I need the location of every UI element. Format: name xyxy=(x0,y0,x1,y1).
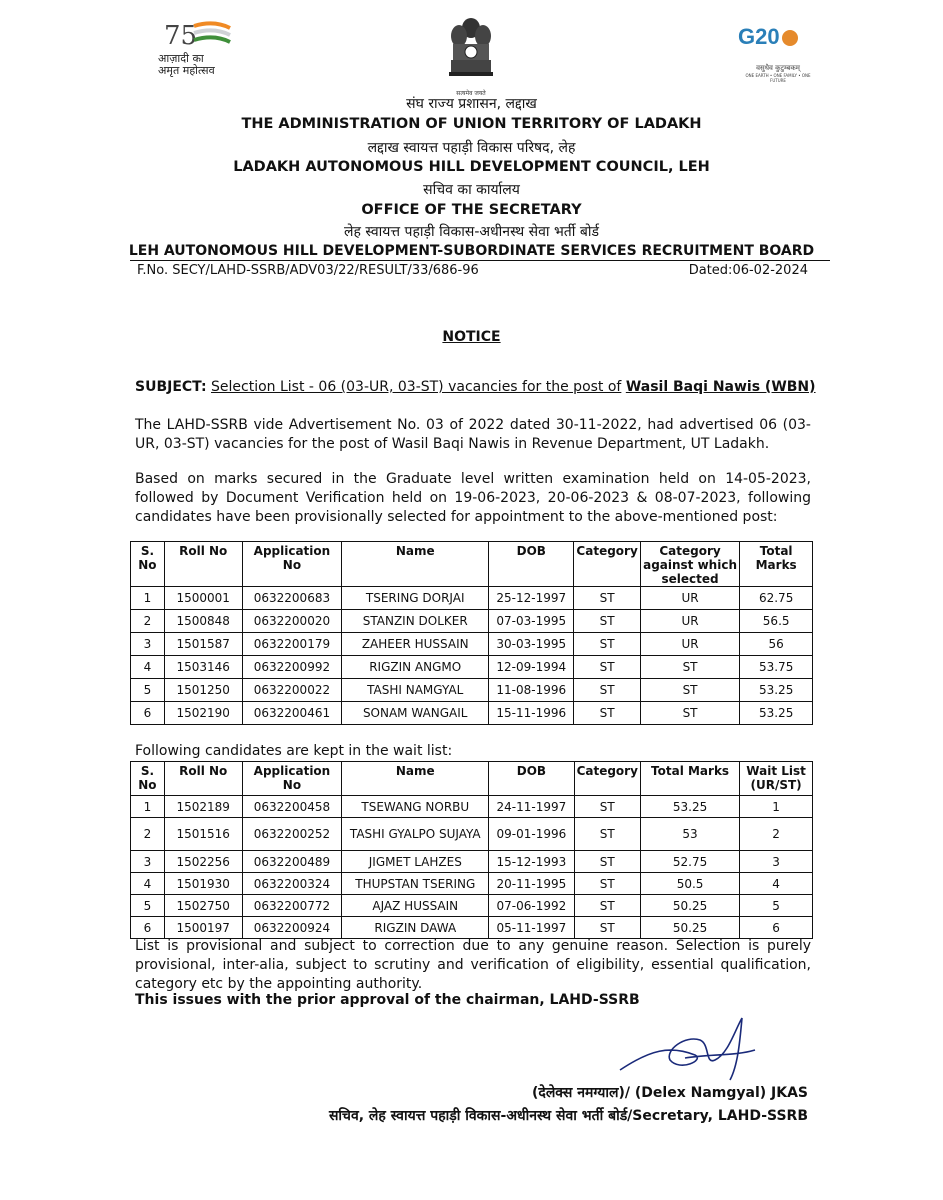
header-cell: Application No xyxy=(242,762,342,796)
table-cell: 0632200772 xyxy=(242,895,342,917)
subject-post: Wasil Baqi Nawis (WBN) xyxy=(625,379,816,395)
table-cell: ST xyxy=(574,587,640,610)
table-cell: 50.25 xyxy=(640,917,739,939)
table-cell: 0632200020 xyxy=(242,610,342,633)
table-cell: 12-09-1994 xyxy=(489,656,574,679)
table-cell: 24-11-1997 xyxy=(489,796,574,818)
table-cell: 3 xyxy=(740,851,813,873)
table-cell: 07-03-1995 xyxy=(489,610,574,633)
table-cell: ZAHEER HUSSAIN xyxy=(342,633,489,656)
header-cell: Name xyxy=(342,762,489,796)
table-cell: 0632200252 xyxy=(242,818,342,851)
header-cell: Category against which selected xyxy=(640,542,740,587)
table-row xyxy=(131,851,813,873)
emblem-motto: सत्यमेव जयते xyxy=(456,90,486,97)
table-cell: 1502256 xyxy=(164,851,242,873)
table-cell: 53.25 xyxy=(740,679,813,702)
table-cell: 1501516 xyxy=(164,818,242,851)
table-cell: 53 xyxy=(640,818,739,851)
table-cell: 2 xyxy=(131,610,165,633)
table-cell: 53.25 xyxy=(640,796,739,818)
header-cell: Total Marks xyxy=(640,762,739,796)
table-cell: 15-12-1993 xyxy=(489,851,574,873)
table-cell: 0632200179 xyxy=(242,633,342,656)
header-cell: Category xyxy=(574,542,640,587)
table-cell: 6 xyxy=(131,917,165,939)
table-cell: ST xyxy=(574,610,640,633)
table-header-row xyxy=(131,762,813,796)
header-cell: Name xyxy=(342,542,489,587)
header-cell: S. No xyxy=(131,542,165,587)
g20-lotus-globe-icon xyxy=(782,30,798,46)
table-cell: STANZIN DOLKER xyxy=(342,610,489,633)
table-cell: 56 xyxy=(740,633,813,656)
wait-list-intro: Following candidates are kept in the wait list: xyxy=(135,743,453,759)
table-cell: 1501930 xyxy=(164,873,242,895)
table-cell: 3 xyxy=(131,851,165,873)
table-cell: 1502189 xyxy=(164,796,242,818)
table-cell: AJAZ HUSSAIN xyxy=(342,895,489,917)
header-cell: DOB xyxy=(489,542,574,587)
table-row xyxy=(131,796,813,818)
notice-title: NOTICE xyxy=(442,329,501,345)
table-cell: 62.75 xyxy=(740,587,813,610)
g20-tagline-hi: वसुधैव कुटुम्बकम् xyxy=(756,64,800,72)
azadi-ka-amrit-mahotsav-logo xyxy=(158,18,248,78)
ashoka-emblem-icon xyxy=(441,14,501,84)
table-row xyxy=(131,587,813,610)
table-cell: 0632200022 xyxy=(242,679,342,702)
table-cell: 0632200683 xyxy=(242,587,342,610)
header-cell: Wait List (UR/ST) xyxy=(740,762,813,796)
table-cell: 1500001 xyxy=(164,587,242,610)
g20-tagline-en: ONE EARTH • ONE FAMILY • ONE FUTURE xyxy=(745,73,811,83)
table-cell: 5 xyxy=(740,895,813,917)
table-cell: 07-06-1992 xyxy=(489,895,574,917)
table-cell: ST xyxy=(574,895,640,917)
table-cell: UR xyxy=(640,610,740,633)
table-cell: ST xyxy=(574,917,640,939)
azadi-line2: अमृत महोत्सव xyxy=(158,64,215,77)
table-cell: 50.5 xyxy=(640,873,739,895)
azadi-75-icon xyxy=(158,18,248,48)
table-cell: 5 xyxy=(131,679,165,702)
national-emblem xyxy=(441,14,501,97)
table-cell: ST xyxy=(640,656,740,679)
header-line2-hindi: लद्दाख स्वायत्त पहाड़ी विकास परिषद, लेह xyxy=(367,140,576,156)
header-line3-english: OFFICE OF THE SECRETARY xyxy=(361,202,582,218)
table-cell: ST xyxy=(574,873,640,895)
table-cell: 25-12-1997 xyxy=(489,587,574,610)
header-cell: Roll No xyxy=(164,762,242,796)
table-cell: UR xyxy=(640,587,740,610)
table-row xyxy=(131,818,813,851)
table-cell: 56.5 xyxy=(740,610,813,633)
table-cell: 0632200924 xyxy=(242,917,342,939)
header-line4-hindi: लेह स्वायत्त पहाड़ी विकास-अधीनस्थ सेवा भर्ती बोर्ड xyxy=(344,224,599,240)
table-cell: 53.75 xyxy=(740,656,813,679)
wait-list-table xyxy=(130,761,813,939)
approval-line: This issues with the prior approval of the chairman, LAHD-SSRB xyxy=(135,992,640,1008)
subject-label: SUBJECT: xyxy=(135,379,207,395)
table-cell: ST xyxy=(574,851,640,873)
header-cell: S. No xyxy=(131,762,165,796)
table-cell: 20-11-1995 xyxy=(489,873,574,895)
signatory-designation: सचिव, लेह स्वायत्त पहाड़ी विकास-अधीनस्थ सेवा भर्ती बोर्ड/Secretary, LAHD-SSRB xyxy=(328,1108,808,1124)
table-cell: ST xyxy=(574,796,640,818)
header-line1-english: THE ADMINISTRATION OF UNION TERRITORY OF LADAKH xyxy=(241,116,702,132)
file-number: F.No. SECY/LAHD-SSRB/ADV03/22/RESULT/33/686-96 xyxy=(137,263,479,278)
paragraph-selection: Based on marks secured in the Graduate level written examination held on 14-05-2023, followed by Document Verification held on 19-06-2023, 20-06-2023 & 08-07-2023, following candidates have been provisionally selected for appointment to the above-mentioned post: xyxy=(135,471,811,525)
header-cell: Application No xyxy=(242,542,342,587)
header-line2-english: LADAKH AUTONOMOUS HILL DEVELOPMENT COUNCIL, LEH xyxy=(233,159,710,175)
table-cell: 1500848 xyxy=(164,610,242,633)
table-cell: 1502190 xyxy=(164,702,242,725)
table-cell: 50.25 xyxy=(640,895,739,917)
header-cell: Total Marks xyxy=(740,542,813,587)
table-cell: 0632200461 xyxy=(242,702,342,725)
table-cell: 1 xyxy=(131,587,165,610)
table-cell: 2 xyxy=(131,818,165,851)
header-line1-hindi: संघ राज्य प्रशासन, लद्दाख xyxy=(406,96,537,112)
table-cell: JIGMET LAHZES xyxy=(342,851,489,873)
table-cell: ST xyxy=(574,656,640,679)
table-cell: 53.25 xyxy=(740,702,813,725)
paragraph-advertisement: The LAHD-SSRB vide Advertisement No. 03 of 2022 dated 30-11-2022, had advertised 06 (03-UR, 03-ST) vacancies for the post of Wasil Baqi Nawis in Revenue Department, UT Ladakh. xyxy=(135,417,811,452)
table-cell: 5 xyxy=(131,895,165,917)
table-cell: 05-11-1997 xyxy=(489,917,574,939)
signatory-name: (देलेक्स नमग्याल)/ (Delex Namgyal) JKAS xyxy=(531,1085,808,1101)
table-cell: 0632200992 xyxy=(242,656,342,679)
header-cell: Roll No xyxy=(164,542,242,587)
table-row xyxy=(131,917,813,939)
table-cell: ST xyxy=(574,679,640,702)
header-line4-english: LEH AUTONOMOUS HILL DEVELOPMENT-SUBORDINATE SERVICES RECRUITMENT BOARD xyxy=(128,243,815,259)
table-cell: TASHI GYALPO SUJAYA xyxy=(342,818,489,851)
g20-text: G20 xyxy=(738,24,818,50)
table-row xyxy=(131,610,813,633)
table-cell: ST xyxy=(640,679,740,702)
table-row xyxy=(131,873,813,895)
subject-text: Selection List - 06 (03-UR, 03-ST) vacancies for the post of xyxy=(211,379,622,395)
header-divider xyxy=(130,260,830,261)
table-cell: 4 xyxy=(131,656,165,679)
table-cell: 2 xyxy=(740,818,813,851)
header-cell: DOB xyxy=(489,762,574,796)
table-cell: 11-08-1996 xyxy=(489,679,574,702)
selected-candidates-table xyxy=(130,541,813,725)
table-cell: 15-11-1996 xyxy=(489,702,574,725)
table-cell: 52.75 xyxy=(640,851,739,873)
table-header-row xyxy=(131,542,813,587)
table-cell: RIGZIN ANGMO xyxy=(342,656,489,679)
table-cell: ST xyxy=(574,633,640,656)
table-cell: 0632200489 xyxy=(242,851,342,873)
table-cell: 1503146 xyxy=(164,656,242,679)
table-cell: TASHI NAMGYAL xyxy=(342,679,489,702)
table-cell: UR xyxy=(640,633,740,656)
table-cell: TSERING DORJAI xyxy=(342,587,489,610)
g20-logo xyxy=(738,24,818,83)
table-cell: 0632200324 xyxy=(242,873,342,895)
header-cell: Category xyxy=(574,762,640,796)
table-cell: ST xyxy=(574,818,640,851)
table-cell: 1 xyxy=(131,796,165,818)
table-cell: 1501250 xyxy=(164,679,242,702)
table-cell: SONAM WANGAIL xyxy=(342,702,489,725)
paragraph-provisional: List is provisional and subject to correction due to any genuine reason. Selection is purely provisional, inter-alia, subject to scrutiny and verification of eligibility, essential qualification, category etc by the appointing authority. xyxy=(135,938,811,992)
table-row xyxy=(131,633,813,656)
subject-line xyxy=(135,379,816,395)
table-row xyxy=(131,679,813,702)
signature-image xyxy=(610,1010,760,1085)
azadi-line1: आज़ादी का xyxy=(158,52,204,65)
table-cell: 4 xyxy=(740,873,813,895)
table-row xyxy=(131,895,813,917)
table-cell: RIGZIN DAWA xyxy=(342,917,489,939)
table-cell: 3 xyxy=(131,633,165,656)
table-cell: 1501587 xyxy=(164,633,242,656)
header-line3-hindi: सचिव का कार्यालय xyxy=(423,182,520,198)
date: Dated:06-02-2024 xyxy=(688,263,808,278)
table-cell: 4 xyxy=(131,873,165,895)
table-cell: 1 xyxy=(740,796,813,818)
table-cell: 0632200458 xyxy=(242,796,342,818)
table-row xyxy=(131,656,813,679)
table-cell: 09-01-1996 xyxy=(489,818,574,851)
svg-text:75: 75 xyxy=(164,21,198,48)
table-cell: THUPSTAN TSERING xyxy=(342,873,489,895)
table-cell: TSEWANG NORBU xyxy=(342,796,489,818)
table-row xyxy=(131,702,813,725)
table-cell: 1502750 xyxy=(164,895,242,917)
table-cell: 1500197 xyxy=(164,917,242,939)
table-cell: ST xyxy=(574,702,640,725)
table-cell: 30-03-1995 xyxy=(489,633,574,656)
table-cell: ST xyxy=(640,702,740,725)
table-cell: 6 xyxy=(131,702,165,725)
table-cell: 6 xyxy=(740,917,813,939)
